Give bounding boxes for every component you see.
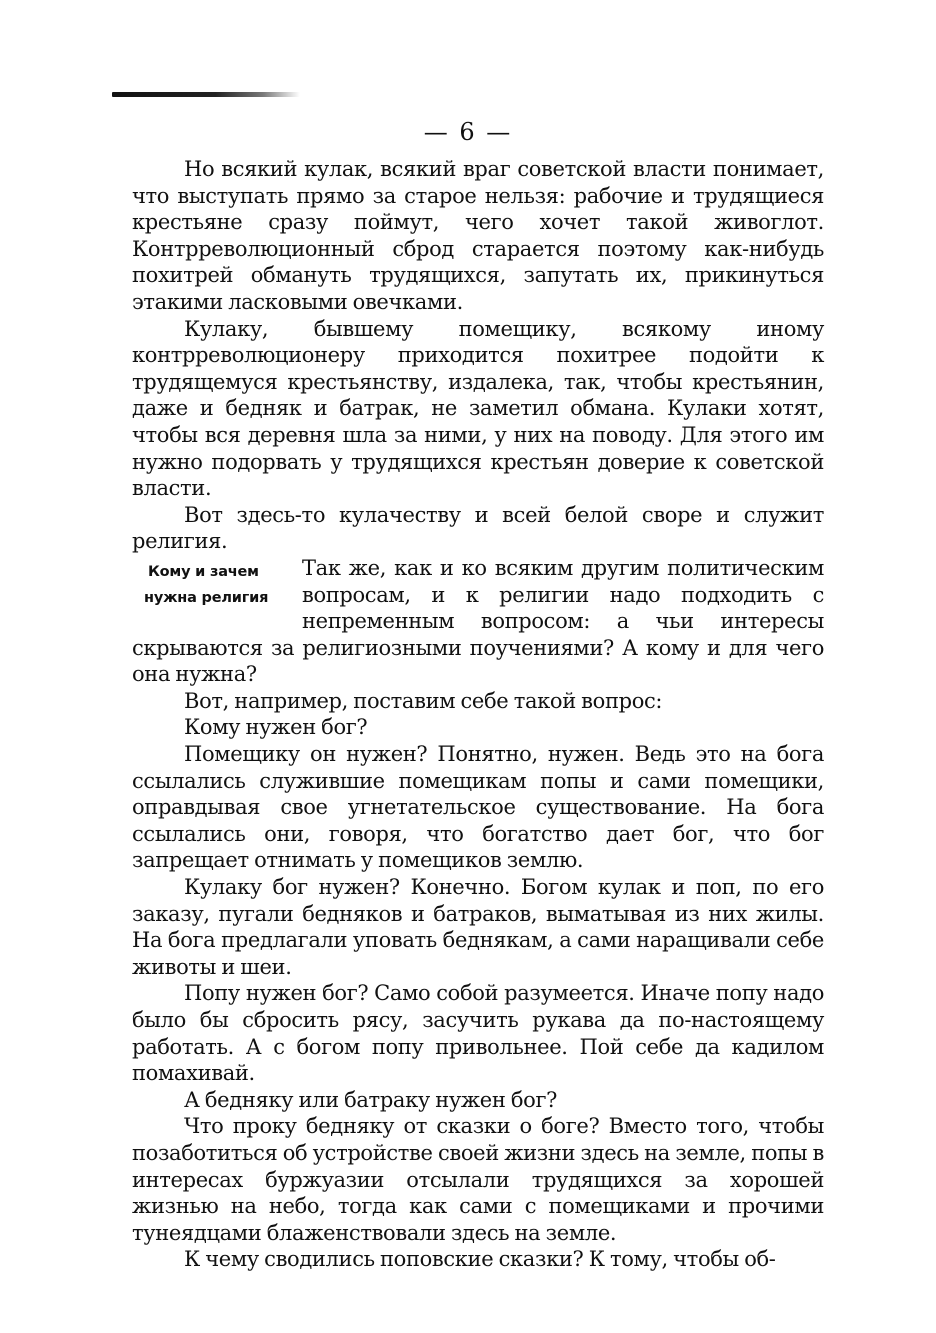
page-number: — 6 — <box>423 118 513 146</box>
sidenote-section <box>132 555 824 688</box>
paragraph-11: Что проку бедняку от сказки о боге? Вместо того, чтобы позаботиться об устройстве своей жизни здесь на земле, попы в интересах буржуазии отсылали трудящихся за хорошей жизнью на небо, тогда как сами с помещиками и прочими тунеядцами блаженствовали здесь на земле. <box>132 1114 824 1245</box>
paragraph-10: А бедняку или батраку нужен бог? <box>184 1087 558 1112</box>
paragraph-5: Вот, например, поставим себе такой вопрос: <box>184 688 663 713</box>
scan-mark-rule <box>112 92 300 97</box>
paragraph-4: Так же, как и ко всяким другим политическим вопросам, и к религии надо подходить с непременным вопросом: а чьи интересы скрываются за религиозными поучениями? А кому и для чего она нужна? <box>132 555 824 687</box>
margin-heading-line-1: Кому и зачем <box>148 563 259 580</box>
paragraph-12: К чему сводились поповские сказки? К тому, чтобы об- <box>184 1247 776 1272</box>
paragraph-2: Кулаку, бывшему помещику, всякому иному контрреволюционеру приходится похитрее подойти к трудящемуся крестьянству, издалека, так, чтобы крестьянин, даже и бедняк и батрак, не заметил обмана. Кулаки хотят, чтобы вся деревня шла за ними, у них на поводу. Для этого им нужно подорвать у трудящихся крестьян доверие к советской власти. <box>132 316 824 501</box>
paragraph-7: Помещику он нужен? Понятно, нужен. Ведь это на бога ссылались служившие помещикам попы и сами помещики, оправдывая свое угнетательское существование. На бога ссылались они, говоря, что богатство дает бог, что бог запрещает отнимать у помещиков землю. <box>132 742 824 873</box>
paragraph-1: Но всякий кулак, всякий враг советской власти понимает, что выступать прямо за старое нельзя: рабочие и трудящиеся крестьяне сразу поймут, чего хочет такой живоглот. Контрреволюционный сброд старается поэтому как-нибудь похитрей обмануть трудящихся, запутать их, прикинуться этакими ласковыми овечками. <box>132 157 824 314</box>
margin-heading-line-2: нужна религия <box>144 589 269 606</box>
paragraph-3: Вот здесь-то кулачеству и всей белой своре и служит религия. <box>132 502 824 554</box>
paragraph-9: Попу нужен бог? Само собой разумеется. Иначе попу надо было бы сбросить рясу, засучить рукава да по-настоящему работать. А с богом попу привольнее. Пой себе да кадилом помахивай. <box>132 981 824 1086</box>
margin-heading <box>132 559 292 611</box>
paragraph-6: Кому нужен бог? <box>184 715 368 740</box>
body-text <box>132 156 824 1273</box>
paragraph-8: Кулаку бог нужен? Конечно. Богом кулак и поп, по его заказу, пугали бедняков и батраков, выматывая из них жилы. На бога предлагали уповать беднякам, а сами наращивали себе животы и шеи. <box>132 875 824 979</box>
